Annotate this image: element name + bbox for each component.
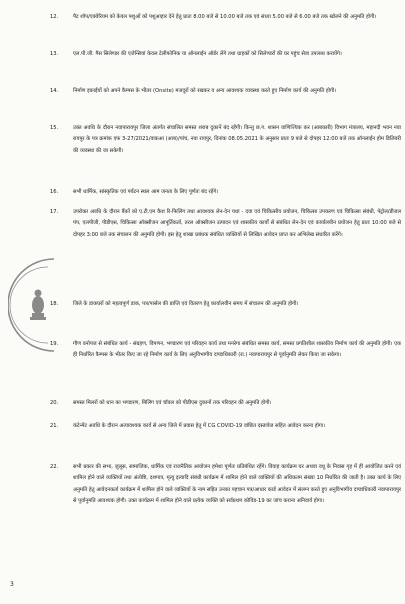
item-text: सभी प्रकार की सभा, जुलूस, सामाजिक, धार्मिक एवं राजनैतिक आयोजन हमेशा पूर्णतः प्रतिबंधित रहेंगे। विवाह कार्यक्रम घर अथवा वधू के निवास गृह में ही आयोजित करने एवं शामिल होने वाले व्यक्तियों तथा अंत्येष्टि, दशगात्र, मृत्यु इत्यादि संबंधी कार्यक्रम में शामिल होने वाले व्यक्तियों की अधिकतम संख्या 10 निर्धारित की जाती है। उक्त कार्य के लिए अनुमति हेतु आवेदनकर्ता कार्यक्रम में शामिल होने वाले व्यक्तियों के नाम सहित उनका पहचान पत्र/आधार कार्ड आवेदन में संलग्न करते हुए अनुविभागीय दण्डाधिकारी नवापारायपुर से पूर्वानुमति आवश्यक होगी। उक्त कार्यक्रम में शामिल होने वाले प्रत्येक व्यक्ति को सर्वप्रथम कोविड-19 का जांच कराना अनिवार्य होगा। [73,464,401,505]
item-number: 17. [50,209,59,215]
item-number: 14. [50,88,59,94]
item-number: 13. [50,51,59,57]
item-text: उपरोक्त अवधि के दौरान बैंकों को ए.टी.एम कैश रि-फिलिंग तथा आवश्यक लेन-देन यथा - दवा एवं चिकित्सीय प्रयोजन, चिकित्सा उपकरण एवं चिकित्सा संबंधी, पेट्रोल/डीजल पंप, एलपीजी, पीडीएस, चिकित्सा ऑक्सीजन आपूर्तिकर्ता, तरल ऑक्सीजन उत्पादन एवं शासकीय कार्यों से संबंधित लेन-देन एवं कार्यालयीन प्रयोजन हेतु प्रातः 10:00 बजे से दोपहर 3:00 बजे तक संचालन की अनुमति होगी। इस हेतु शाखा प्रबंधक संबंधित व्यक्तियों से लिखित आवेदन प्राप्त कर अभिलेख संधारित करेंगे। [73,209,401,238]
item-text: एल.पी.जी. गैस सिलेण्डर की एजेन्सियां केवल टेलीफोनिक या ऑनलाईन ऑर्डर लेंगे तथा ग्राहकों को सिलेण्डरों की घर पहुंच सेवा उपलब्ध करायेंगे। [73,51,342,57]
item-text: गौण वनोपज से संबंधित कार्य - संग्रहण, विपणन, भण्डारण एवं परिवहन कार्य तथा मनरेगा संबंधित समस्त कार्य, समस्त प्रगतिशील शासकीय निर्माण कार्य की अनुमति होगी। एक ही निर्धारित कैम्पस के भीतर किए जा रहे निर्माण कार्य के लिए अनुविभागीय दण्डाधिकारी (रा.) नवापारायपुर से पूर्वानुमति लेकर किया जा सकेगा। [73,341,401,359]
item-text: पैट शॉप/एक्वेरियम को केवल पशुओं को पशुआहार देने हेतु प्रातः 8.00 बजे से 10.00 बजे तक एवं संध्या 5.00 बजे से 6.00 बजे तक खोलने की अनुमति होगी। [73,14,377,20]
item-number: 16. [50,189,59,195]
item-text: सभी धार्मिक, सांस्कृतिक एवं पर्यटन स्थल आम जनता के लिए पूर्णतः बंद रहेंगे। [73,189,219,195]
official-seal-stamp [8,255,58,355]
item-number: 21. [50,423,59,429]
page-number: 3 [10,581,14,588]
item-text: जिले के डाकघरों को महत्वपूर्ण डाक, पत्र/पार्सल की प्राप्ति एवं वितरण हेतु कार्यालयीन समय में संचालन की अनुमति होगी। [73,301,299,307]
item-text: उक्त अवधि के दौरान नवापारायपुर जिला अंतर्गत संचालित समस्त शराब दुकानें बंद रहेंगी। किन्तु छ.ग. शासन वाणिज्यिक कर (आबकारी) विभाग मंत्रालय, महानदी भवन नवा रायपुर के पत्र क्रमांक एफ 3-27/2021/वाकआ (आब)/पांच, नवा रायपुर, दिनांक 08.05.2021 के अनुसार प्रातः 9 बजे से दोपहर 12:00 बजे तक ऑनलाईन होम डिलिवरी की व्यवस्था की जा सकेगी। [73,125,401,154]
item-number: 19. [50,341,59,347]
item-number: 20. [50,400,59,406]
item-number: 18. [50,301,59,307]
item-number: 15. [50,125,59,131]
item-number: 22. [50,464,59,470]
item-text: समस्त मिलरों को धान का भण्डारण, मिलिंग एवं चॉवल को पीडीएस दुकानों तक परिवहन की अनुमति होगी। [73,400,272,406]
item-text: निर्माण इकाईयों को अपने कैम्पस के भीतर (Onsite) मजदूरों को रखकर व अन्य आवश्यक व्यवस्था करते हुए निर्माण कार्य की अनुमति होगी। [73,88,337,94]
item-number: 12. [50,14,59,20]
item-text: कंटेन्मेंट अवधि के दौरान अत्यावश्यक कार्य से अन्य जिले में प्रवास हेतु में CG COVID-19 वांछित दस्तावेज सहित आवेदन करना होगा। [73,423,326,429]
